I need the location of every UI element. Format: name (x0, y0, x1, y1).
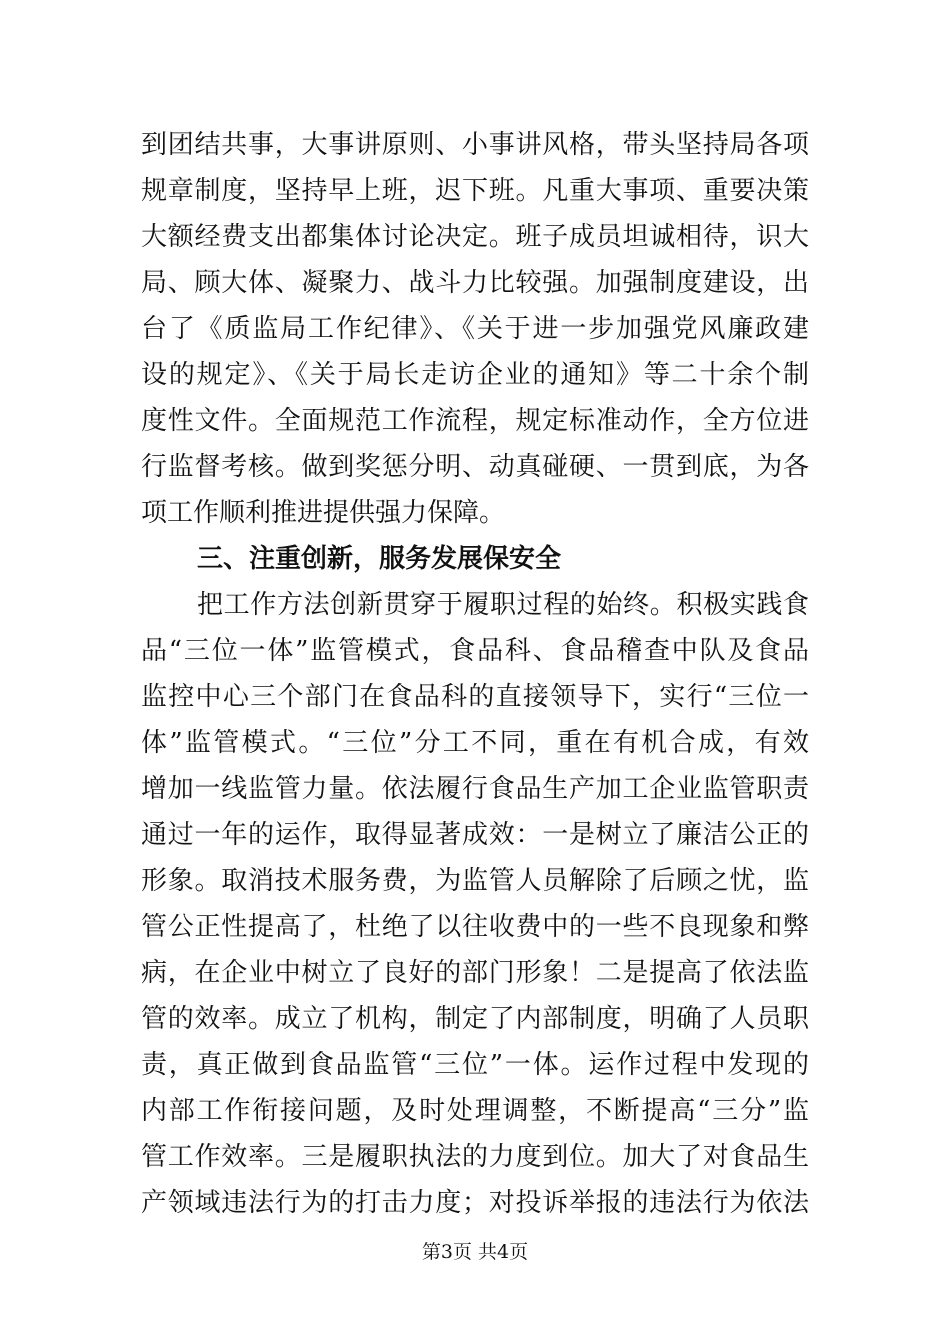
paragraph-line: 产领域违法行为的打击力度；对投诉举报的违法行为依法 (141, 1188, 809, 1218)
paragraph-line: 形象。取消技术服务费，为监管人员解除了后顾之忧，监 (141, 866, 809, 896)
paragraph-line: 局、顾大体、凝聚力、战斗力比较强。加强制度建设，出 (141, 268, 809, 298)
paragraph-line: 管工作效率。三是履职执法的力度到位。加大了对食品生 (141, 1142, 809, 1172)
paragraph-line: 监控中心三个部门在食品科的直接领导下，实行“三位一 (141, 682, 809, 712)
paragraph-line: 内部工作衔接问题，及时处理调整，不断提高“三分”监 (141, 1096, 809, 1126)
paragraph-line: 大额经费支出都集体讨论决定。班子成员坦诚相待，识大 (141, 222, 809, 252)
section-heading: 三、注重创新，服务发展保安全 (197, 544, 562, 574)
paragraph-line: 到团结共事，大事讲原则、小事讲风格，带头坚持局各项 (141, 130, 809, 160)
paragraph-line: 增加一线监管力量。依法履行食品生产加工企业监管职责 (141, 774, 809, 804)
paragraph-line: 责，真正做到食品监管“三位”一体。运作过程中发现的 (141, 1050, 809, 1080)
paragraph-line: 通过一年的运作，取得显著成效：一是树立了廉洁公正的 (141, 820, 809, 850)
paragraph-line: 台了《质监局工作纪律》、《关于进一步加强党风廉政建 (141, 314, 809, 344)
page-number-footer: 第3页 共4页 (421, 1241, 529, 1263)
body-text (141, 122, 809, 1226)
paragraph-line: 品“三位一体”监管模式，食品科、食品稽查中队及食品 (141, 636, 809, 666)
paragraph-line: 项工作顺利推进提供强力保障。 (141, 498, 506, 528)
paragraph-line: 体”监管模式。“三位”分工不同，重在有机合成，有效 (141, 728, 809, 758)
paragraph-line: 把工作方法创新贯穿于履职过程的始终。积极实践食 (197, 590, 809, 620)
paragraph-line: 规章制度，坚持早上班，迟下班。凡重大事项、重要决策 (141, 176, 809, 206)
paragraph-line: 病，在企业中树立了良好的部门形象！二是提高了依法监 (141, 958, 809, 988)
paragraph-line: 设的规定》、《关于局长走访企业的通知》等二十余个制 (141, 360, 809, 390)
paragraph-line: 行监督考核。做到奖惩分明、动真碰硬、一贯到底，为各 (141, 452, 809, 482)
paragraph-line: 度性文件。全面规范工作流程，规定标准动作，全方位进 (141, 406, 809, 436)
paragraph-line: 管公正性提高了，杜绝了以往收费中的一些不良现象和弊 (141, 912, 809, 942)
paragraph-line: 管的效率。成立了机构，制定了内部制度，明确了人员职 (141, 1004, 809, 1034)
